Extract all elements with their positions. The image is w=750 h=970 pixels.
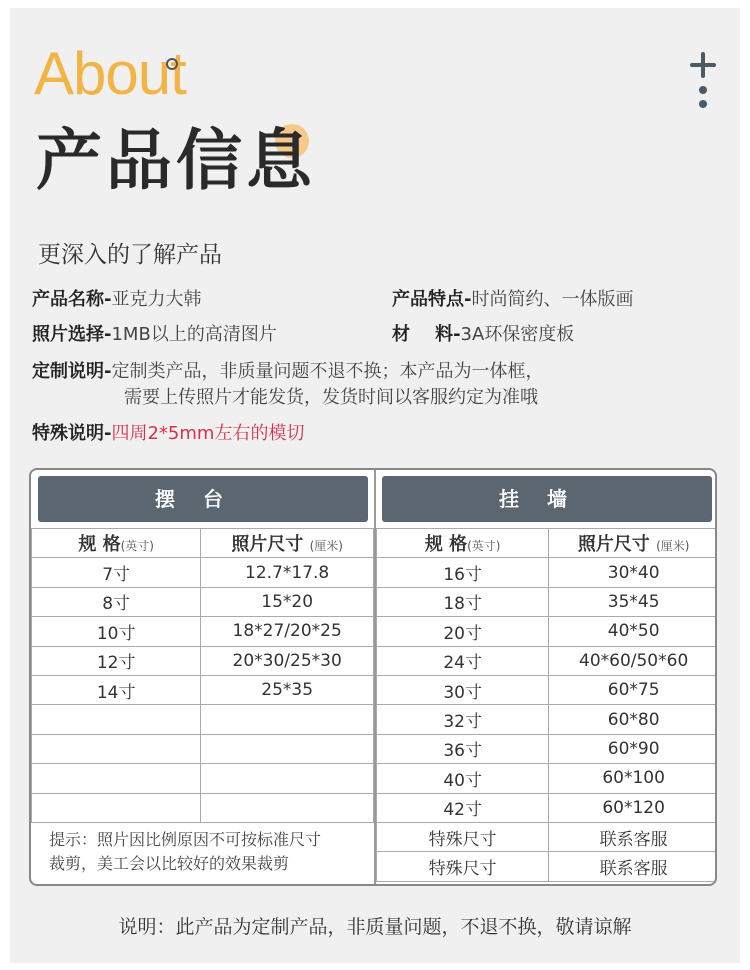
info-photo-choice xyxy=(32,326,277,344)
info-value: 3A环保密度板 xyxy=(460,324,575,345)
table-row xyxy=(377,587,718,616)
tip-line: 裁剪，美工会以比较好的效果裁剪 xyxy=(49,854,290,873)
cell-spec: 特殊尺寸 xyxy=(377,822,549,851)
cell-spec: 30寸 xyxy=(377,675,549,704)
degree-circle-icon xyxy=(166,58,178,70)
cell-spec: 特殊尺寸 xyxy=(377,852,549,881)
page-title: 产品信息 xyxy=(36,122,316,199)
info-label: 产品特点- xyxy=(392,289,472,310)
table-row xyxy=(32,705,374,734)
table-title-wall: 挂墙 xyxy=(382,476,712,522)
info-label: 定制说明- xyxy=(32,361,112,382)
info-label: 材 料- xyxy=(392,324,461,345)
cell-spec: 42寸 xyxy=(377,793,549,822)
info-value: 1MB以上的高清图片 xyxy=(111,324,277,345)
cell-size: 18*27/20*25 xyxy=(201,617,374,646)
cell-size: 60*90 xyxy=(549,734,717,763)
plus-icon[interactable] xyxy=(690,52,716,78)
table-row xyxy=(377,705,718,734)
cell-spec xyxy=(32,705,201,734)
info-product-feature xyxy=(392,291,633,309)
table-tip xyxy=(31,828,374,876)
wall-size-table xyxy=(376,528,717,882)
table-row xyxy=(32,646,374,675)
info-label: 照片选择- xyxy=(32,324,112,345)
table-row xyxy=(32,587,374,616)
table-row xyxy=(377,675,718,704)
info-material xyxy=(392,326,574,344)
column-header-spec: 规 格(英寸) xyxy=(377,529,549,558)
table-row xyxy=(377,646,718,675)
table-row xyxy=(32,764,374,793)
size-table xyxy=(29,468,717,886)
info-label: 特殊说明- xyxy=(32,423,112,444)
cell-spec: 10寸 xyxy=(32,617,201,646)
cell-size xyxy=(201,705,374,734)
cell-size xyxy=(201,793,374,822)
table-row xyxy=(32,675,374,704)
cell-size: 60*75 xyxy=(549,675,717,704)
info-value: 定制类产品，非质量问题不退不换；本产品为一体框， xyxy=(111,361,544,382)
desk-size-table xyxy=(31,528,374,823)
cell-size: 60*80 xyxy=(549,705,717,734)
info-product-name xyxy=(32,291,201,309)
info-value-highlight: 四周2*5mm左右的模切 xyxy=(111,423,305,444)
table-header-row xyxy=(32,529,374,558)
cell-size: 25*35 xyxy=(201,675,374,704)
table-row xyxy=(32,793,374,822)
cell-size: 60*100 xyxy=(549,764,717,793)
table-row xyxy=(377,558,718,587)
table-row xyxy=(32,734,374,763)
cell-spec: 36寸 xyxy=(377,734,549,763)
cell-size: 联系客服 xyxy=(549,852,717,881)
cell-size: 40*50 xyxy=(549,617,717,646)
cell-spec: 14寸 xyxy=(32,675,201,704)
info-custom-line2: 需要上传照片才能发货，发货时间以客服约定为准哦 xyxy=(124,387,538,408)
cell-size: 40*60/50*60 xyxy=(549,646,717,675)
more-dots-icon[interactable] xyxy=(698,86,708,110)
cell-size: 20*30/25*30 xyxy=(201,646,374,675)
cell-spec: 20寸 xyxy=(377,617,549,646)
column-header-size: 照片尺寸 (厘米) xyxy=(201,529,374,558)
table-row xyxy=(377,793,718,822)
cell-spec xyxy=(32,734,201,763)
cell-size xyxy=(201,734,374,763)
cell-spec: 8寸 xyxy=(32,587,201,616)
cell-spec: 40寸 xyxy=(377,764,549,793)
cell-spec: 24寸 xyxy=(377,646,549,675)
info-value: 时尚简约、一体版画 xyxy=(471,289,634,310)
table-row xyxy=(377,764,718,793)
cell-size: 35*45 xyxy=(549,587,717,616)
cell-spec: 12寸 xyxy=(32,646,201,675)
table-row xyxy=(377,734,718,763)
page-subtitle: 更深入的了解产品 xyxy=(38,242,222,268)
table-row xyxy=(32,558,374,587)
tip-line: 提示：照片因比例原因不可按标准尺寸 xyxy=(49,830,322,849)
table-row xyxy=(32,617,374,646)
cell-size xyxy=(201,764,374,793)
table-title-desk: 摆台 xyxy=(38,476,368,522)
cell-spec: 18寸 xyxy=(377,587,549,616)
cell-spec xyxy=(32,793,201,822)
cell-size: 联系客服 xyxy=(549,822,717,851)
footer-note: 说明：此产品为定制产品，非质量问题，不退不换，敬请谅解 xyxy=(118,916,632,938)
table-row xyxy=(377,617,718,646)
table-row xyxy=(377,822,718,851)
about-heading: About xyxy=(34,40,186,107)
cell-spec: 16寸 xyxy=(377,558,549,587)
info-custom xyxy=(32,363,543,381)
cell-spec: 7寸 xyxy=(32,558,201,587)
info-label: 产品名称- xyxy=(32,289,112,310)
column-header-spec: 规 格(英寸) xyxy=(32,529,201,558)
cell-size: 15*20 xyxy=(201,587,374,616)
cell-size: 30*40 xyxy=(549,558,717,587)
cell-size: 12.7*17.8 xyxy=(201,558,374,587)
column-header-size: 照片尺寸 (厘米) xyxy=(549,529,717,558)
cell-size: 60*120 xyxy=(549,793,717,822)
cell-spec xyxy=(32,764,201,793)
info-special xyxy=(32,425,304,443)
table-header-row xyxy=(377,529,718,558)
cell-spec: 32寸 xyxy=(377,705,549,734)
table-row xyxy=(377,852,718,881)
info-value: 亚克力大韩 xyxy=(111,289,202,310)
